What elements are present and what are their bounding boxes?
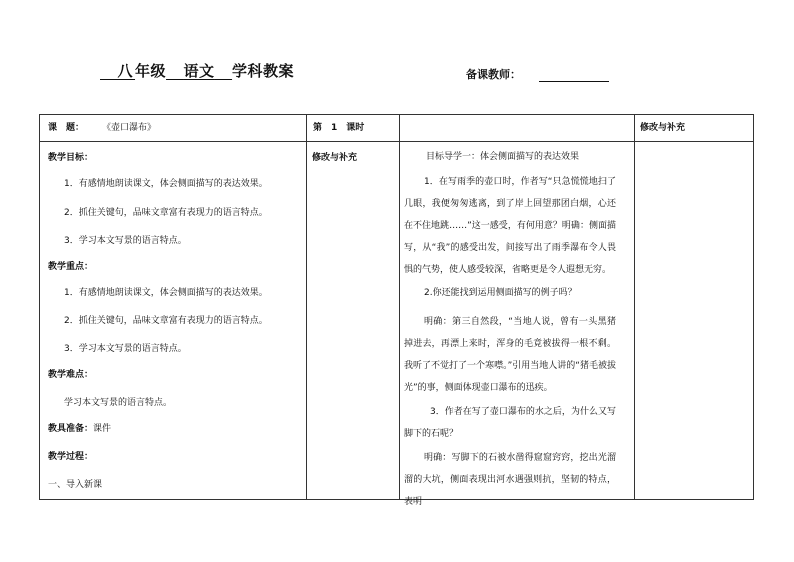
body-paragraph: 1．在写雨季的壶口时，作者写“只急慌慌地扫了几眼，我便匆匆逃离，到了岸上回望那团白烟，心还在不住地跳……”这一感受，有何用意？明确：侧面描写，从“我”的感受出发，间接写出了雨季瀑布令人畏惧的气势，使人感受较深，省略更是令人遐想无穷。 <box>404 177 616 275</box>
body-paragraph: 明确：第三自然段，“当地人说，曾有一头黑猪掉进去，再漂上来时，浑身的毛竟被拔得一根不剩。我听了不觉打了一个寒噤。”引用当地人讲的“猪毛被拔光”的事，侧面体现壶口瀑布的迅疾。 <box>404 317 616 393</box>
table-divider <box>399 115 400 499</box>
table-row-divider <box>40 141 753 142</box>
teacher-blank-line[interactable] <box>539 71 609 82</box>
teacher-label: 备课教师： <box>466 68 521 81</box>
lesson-plan-title <box>100 60 294 81</box>
lesson-table <box>39 114 754 507</box>
difficult-title: 教学难点： <box>48 370 94 380</box>
goal-item: 3．学习本文写景的语言特点。 <box>64 236 187 246</box>
prep-label: 教具准备： <box>48 424 94 434</box>
body-paragraph: 2.你还能找到运用侧面描写的例子吗？ <box>424 288 577 298</box>
title-subject: 语文 <box>183 62 215 80</box>
topic-label: 课 题： <box>48 123 85 133</box>
process-title: 教学过程： <box>48 452 94 462</box>
revise-label: 修改与补充 <box>312 153 358 163</box>
goals-title: 教学目标： <box>48 153 94 163</box>
target-heading: 目标导学一：体会侧面描写的表达效果 <box>426 152 580 162</box>
body-paragraph: 明确：写脚下的石被水凿得窟窟窍窍，挖出光溜溜的大坑，侧面表现出河水遇强则抗，坚韧的特点，表明 <box>404 453 616 507</box>
table-divider <box>306 115 307 499</box>
title-grade: 八 <box>117 62 134 80</box>
goal-item: 1．有感情地朗读课文，体会侧面描写的表达效果。 <box>64 179 268 189</box>
key-point-item: 2．抓住关键句，品味文章富有表现力的语言特点。 <box>64 316 268 326</box>
prep-line <box>48 423 111 436</box>
key-point-item: 3．学习本文写景的语言特点。 <box>64 344 187 354</box>
teacher-field <box>466 66 609 82</box>
topic-value: 《壶口瀑布》 <box>102 123 157 133</box>
intro-step: 一、导入新课 <box>48 480 103 490</box>
key-point-item: 1．有感情地朗读课文，体会侧面描写的表达效果。 <box>64 288 268 298</box>
difficult-text: 学习本文写景的语言特点。 <box>64 398 173 408</box>
body-paragraph: 3．作者在写了壶口瀑布的水之后，为什么又写脚下的石呢？ <box>404 407 616 439</box>
period-label: 第 1 课时 <box>313 123 365 133</box>
prep-value: 课件 <box>93 424 112 434</box>
title-suffix: 学科教案 <box>232 62 295 80</box>
title-grade-suffix: 年级 <box>135 62 167 80</box>
key-points-title: 教学重点： <box>48 262 94 272</box>
goal-item: 2．抓住关键句，品味文章富有表现力的语言特点。 <box>64 208 268 218</box>
revise-header: 修改与补充 <box>640 123 686 133</box>
table-divider <box>634 115 635 499</box>
